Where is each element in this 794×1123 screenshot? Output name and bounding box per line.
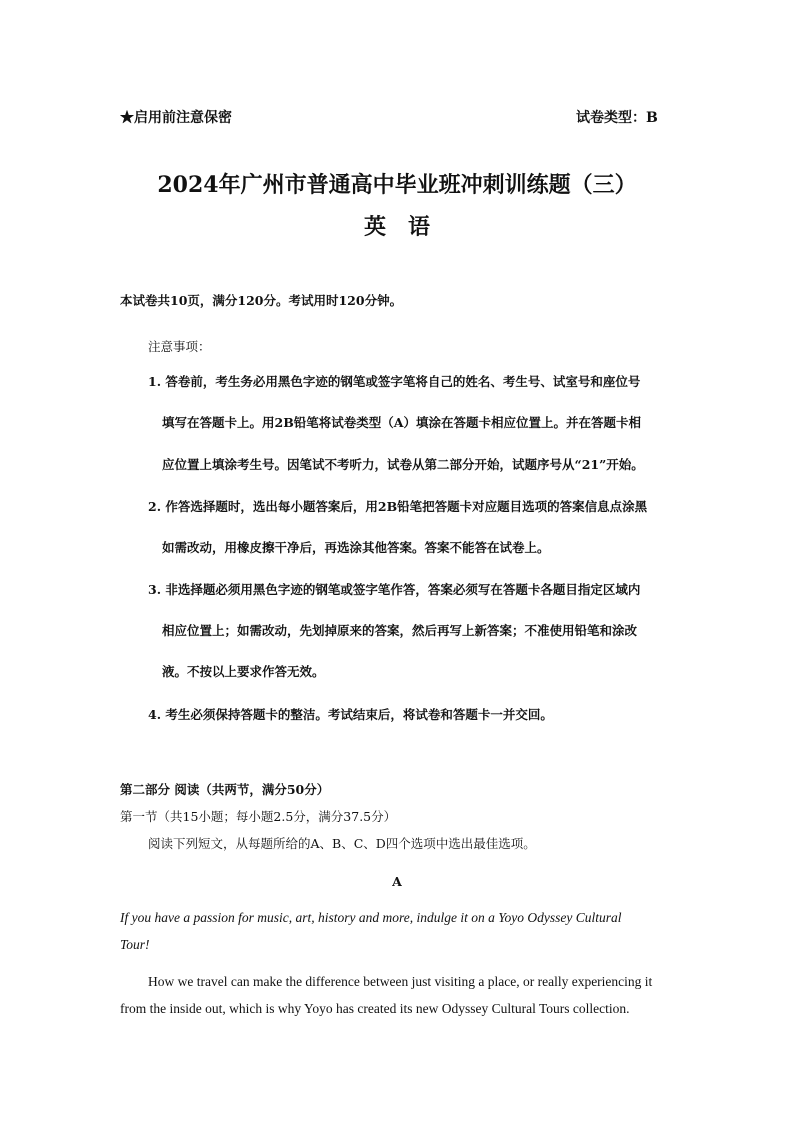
subject-title: 英 语 xyxy=(363,214,430,240)
note-line: 3. 非选择题必须用黑色字迹的钢笔或签字笔作答，答案必须写在答题卡各题目指定区域内 xyxy=(148,582,641,597)
part2-heading: 第二部分 阅读（共两节，满分50分） xyxy=(120,782,330,797)
note-line: 如需改动，用橡皮擦干净后，再选涂其他答案。答案不能答在试卷上。 xyxy=(162,540,550,555)
exam-intro: 本试卷共10页，满分120分。考试用时120分钟。 xyxy=(120,293,403,308)
passage-intro-line-2: Tour! xyxy=(120,937,150,952)
exam-title: 2024年广州市普通高中毕业班冲刺训练题（三） xyxy=(157,172,637,198)
note-line: 相应位置上；如需改动，先划掉原来的答案，然后再写上新答案；不准使用铅笔和涂改 xyxy=(162,623,638,638)
note-line: 液。不按以上要求作答无效。 xyxy=(162,664,325,679)
passage-label: A xyxy=(392,874,402,889)
note-line: 2. 作答选择题时，选出每小题答案后，用2B铅笔把答题卡对应题目选项的答案信息点涂黑 xyxy=(148,499,648,514)
reading-instruction: 阅读下列短文，从每题所给的A、B、C、D四个选项中选出最佳选项。 xyxy=(148,836,536,851)
passage-paragraph-line-2: from the inside out, which is why Yoyo has created its new Odyssey Cultural Tours collection. xyxy=(120,1001,630,1016)
section1-heading: 第一节（共15小题；每小题2.5分，满分37.5分） xyxy=(120,809,397,824)
confidential-notice: ★启用前注意保密 xyxy=(120,110,232,126)
note-line: 1. 答卷前，考生务必用黑色字迹的钢笔或签字笔将自己的姓名、考生号、试室号和座位号 xyxy=(148,374,641,389)
passage-intro-line-1: If you have a passion for music, art, history and more, indulge it on a Yoyo Odyssey Cultural xyxy=(120,910,622,925)
note-line: 应位置上填涂考生号。因笔试不考听力，试卷从第二部分开始，试题序号从“21”开始。 xyxy=(162,457,644,472)
note-line: 4. 考生必须保持答题卡的整洁。考试结束后，将试卷和答题卡一并交回。 xyxy=(148,707,553,722)
paper-type: 试卷类型：B xyxy=(576,110,658,126)
note-line: 填写在答题卡上。用2B铅笔将试卷类型（A）填涂在答题卡相应位置上。并在答题卡相 xyxy=(162,415,641,430)
notes-heading: 注意事项： xyxy=(148,339,211,354)
passage-paragraph-line-1: How we travel can make the difference between just visiting a place, or really experiencing it xyxy=(148,974,653,989)
